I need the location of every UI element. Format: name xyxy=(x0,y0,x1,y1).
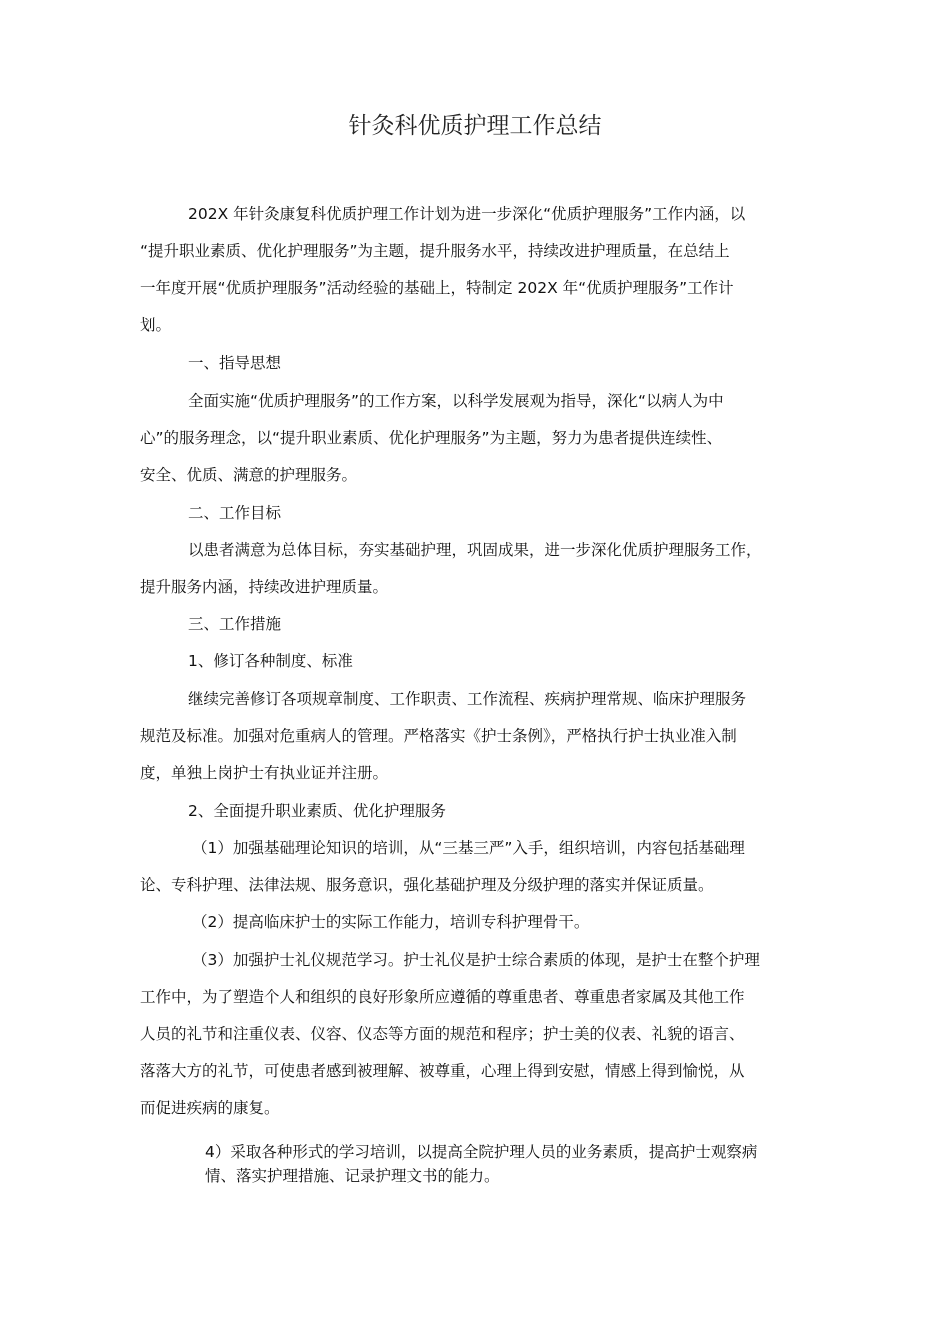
body-line: 度，单独上岗护士有执业证并注册。 xyxy=(140,764,389,782)
body-line: （3）加强护士礼仪规范学习。护士礼仪是护士综合素质的体现，是护士在整个护理 xyxy=(192,951,760,969)
body-line: （1）加强基础理论知识的培训，从“三基三严”入手，组织培训，内容包括基础理 xyxy=(192,839,745,857)
sub-item-3 xyxy=(140,942,830,1127)
body-line: 心”的服务理念，以“提升职业素质、优化护理服务”为主题，努力为患者提供连续性、 xyxy=(140,429,723,447)
item-1-heading: 1、修订各种制度、标准 xyxy=(188,652,353,670)
section-1-heading: 一、指导思想 xyxy=(188,354,282,372)
body-line: 落落大方的礼节，可使患者感到被理解、被尊重，心理上得到安慰，情感上得到愉悦，从 xyxy=(140,1062,745,1080)
section-2-heading: 二、工作目标 xyxy=(188,504,282,522)
body-line: 提升服务内涵，持续改进护理质量。 xyxy=(140,578,389,596)
item-1-body xyxy=(140,681,830,792)
sub-item-1 xyxy=(140,830,830,904)
sub-item-4 xyxy=(205,1140,830,1188)
body-line: 继续完善修订各项规章制度、工作职责、工作流程、疾病护理常规、临床护理服务 xyxy=(188,690,747,708)
body-line: 工作中，为了塑造个人和组织的良好形象所应遵循的尊重患者、尊重患者家属及其他工作 xyxy=(140,988,745,1006)
document-title: 针灸科优质护理工作总结 xyxy=(348,113,602,139)
section-3-heading: 三、工作措施 xyxy=(188,615,282,633)
body-line: 安全、优质、满意的护理服务。 xyxy=(140,466,358,484)
section-1-body xyxy=(140,383,830,494)
body-line: 论、专科护理、法律法规、服务意识，强化基础护理及分级护理的落实并保证质量。 xyxy=(140,876,714,894)
body-line: 情、落实护理措施、记录护理文书的能力。 xyxy=(205,1167,500,1185)
intro-line: 一年度开展“优质护理服务”活动经验的基础上，特制定 202X 年“优质护理服务”工作计 xyxy=(140,279,734,297)
body-line: 以患者满意为总体目标，夯实基础护理，巩固成果，进一步深化优质护理服务工作， xyxy=(188,541,762,559)
body-line: 而促进疾病的康复。 xyxy=(140,1099,280,1117)
intro-line: “提升职业素质、优化护理服务”为主题，提升服务水平，持续改进护理质量，在总结上 xyxy=(140,242,730,260)
intro-paragraph xyxy=(140,196,830,344)
intro-line: 202X 年针灸康复科优质护理工作计划为进一步深化“优质护理服务”工作内涵，以 xyxy=(188,205,746,223)
section-2-body xyxy=(140,532,830,606)
intro-line: 划。 xyxy=(140,316,172,334)
body-line: 人员的礼节和注重仪表、仪容、仪态等方面的规范和程序；护士美的仪表、礼貌的语言、 xyxy=(140,1025,745,1043)
item-2-heading: 2、全面提升职业素质、优化护理服务 xyxy=(188,802,446,820)
body-line: 全面实施“优质护理服务”的工作方案，以科学发展观为指导，深化“以病人为中 xyxy=(188,392,724,410)
sub-item-2: （2）提高临床护士的实际工作能力，培训专科护理骨干。 xyxy=(192,913,590,931)
body-line: 规范及标准。加强对危重病人的管理。严格落实《护士条例》，严格执行护士执业准入制 xyxy=(140,727,737,745)
body-line: 4）采取各种形式的学习培训，以提高全院护理人员的业务素质，提高护士观察病 xyxy=(205,1143,758,1161)
